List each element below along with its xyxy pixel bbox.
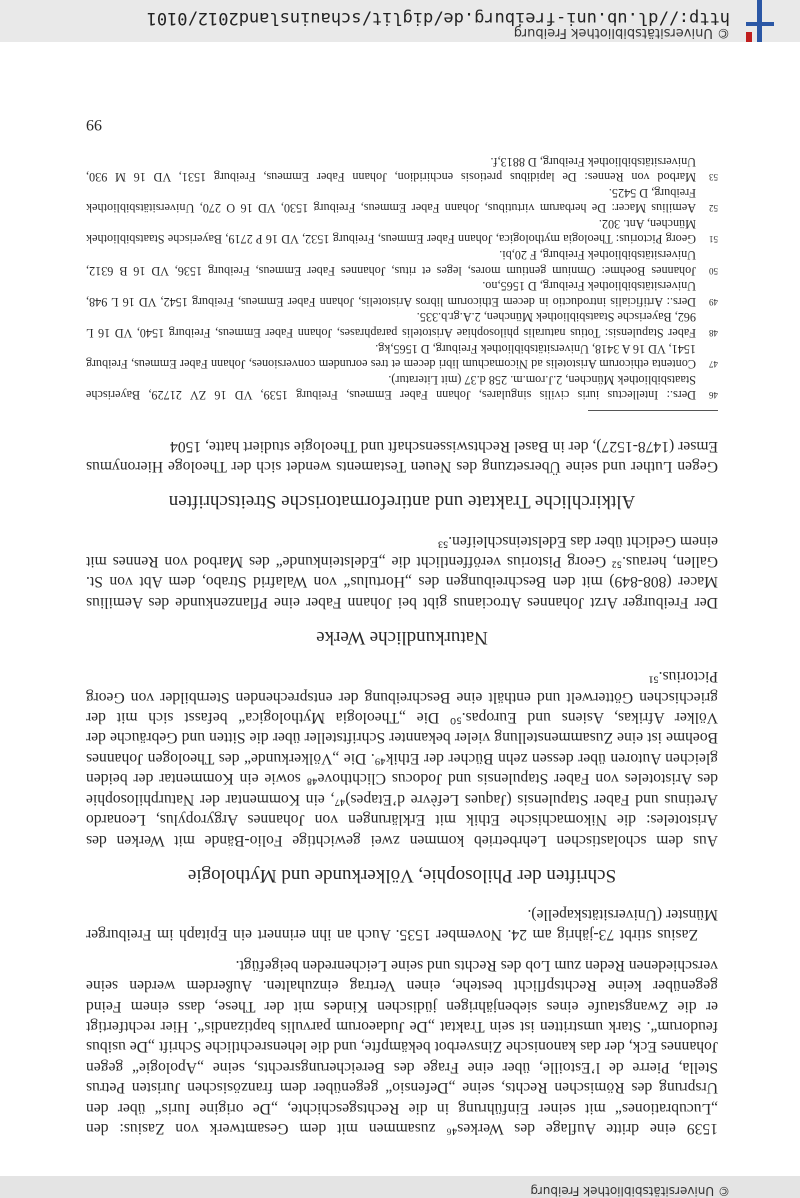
paragraph-natural-history: Der Freiburger Arzt Johannes Atrocianus gibt bei Johann Faber eine Pflanzenkunde des Aemilius Macer (808-849) mit den Beschreibungen des „Hortulus“ von Walafrid Strabo, dem Abt von St. Gallen, heraus.⁵² Georg Pistorius veröffentlicht die „Edelsteinkunde“ des Marbod von Rennes mit einem Gedicht über das Edelsteinschleifen.⁵³ xyxy=(86,532,718,611)
footnote xyxy=(86,153,718,184)
footnote-text: Faber Stapulensis: Totius naturalis philosophiae Aristotelis paraphrases, Johann Faber Emmeus, Freiburg 1540, VD 16 L 962, Bayerische Staatsbibliothek München, 2.A.gr.b.335. xyxy=(86,310,696,341)
footnote-number: 53 xyxy=(709,172,718,183)
footnote xyxy=(86,309,718,340)
page-number: 99 xyxy=(86,115,102,133)
footnote xyxy=(86,215,718,246)
footnote-number: 47 xyxy=(709,359,718,370)
footnote xyxy=(86,371,718,402)
paragraph-zasius-death: Zasius stirbt 73-jährig am 24. November 1535. Auch an ihn erinnert ein Epitaph im Freiburger Münster (Universitätskapelle). xyxy=(86,905,718,944)
header-copyright: © Universitätsbibliothek Freiburg xyxy=(513,25,730,40)
footnotes xyxy=(86,153,718,403)
footnote-text: Johannes Boehme: Omnium gentium mores, leges et ritus, Johannes Faber Emmeus, Freiburg 1536, VD 16 B 6312, Universitätsbibliothek Freiburg, F 20,bi. xyxy=(86,248,696,278)
heading-natural-history: Naturkundliche Werke xyxy=(316,626,488,648)
footnote xyxy=(86,247,718,278)
footnote-number: 51 xyxy=(709,234,718,245)
footnote-text: Ders.: Artificialis introductio in decem Ethicorum libros Aristotelis, Johann Faber Emmeus, Freiburg 1542, VD 16 L 948, Universitätsbibliothek Freiburg, D 1565,no. xyxy=(86,279,696,309)
footnote-text: Ders.: Intellectus iuris civilis singulares, Johann Faber Emmeus, Freiburg 1539, VD 16 ZV 21729, Bayerische Staatsbibliothek München, 2.J.rom.m. 258 d.37 (mit Literatur). xyxy=(86,372,696,403)
footnote xyxy=(86,184,718,215)
paragraph-philosophy: Aus dem scholastischen Lehrbetrieb kommen zwei gewichtige Folio-Bände mit Werken des Aristoteles: die Nikomachische Ethik mit Erklärungen von Johannes Argyropylus, Leonardo Aretinus und Faber Stapulensis (Jaques Lefèvre d’Etapes)⁴⁷, ein Kommentar der Naturphilosophie des Aristoteles von Faber Stapulensis und Jodocus Clichthove⁴⁸ sowie ein Kommentar der beiden gleichen Autoren über dessen zehn Bücher der Ethik⁴⁹. Die „Völkerkunde“ des Theologen Johannes Boehme ist eine Zusammenstellung vieler bekannter Schriftsteller über die Sitten und Gebräuche der Völker Afrikas, Asiens und Europas.⁵⁰ Die „Theologia Mythologica“ befasst sich mit der griechischen Götterwelt und enthält eine Beschreibung der entsprechenden Sternbilder von Georg Pictorius.⁵¹ xyxy=(86,668,718,849)
footnote-text: Georg Pictorius: Theologia mythologica, Johann Faber Emmeus, Freiburg 1532, VD 16 P 2719, Bayerische Staatsbibliothek München, Ant. 302. xyxy=(86,216,696,247)
footnote xyxy=(86,278,718,309)
paragraph-zasius-works: 1539 eine dritte Auflage des Werkes⁴⁶ zusammen mit dem Gesamtwerk von Zasius: den „Lucubrationes“ mit seiner Einführung in die Rechtsgeschichte, „De origine Iuris“ über den Ursprung des Römischen Rechts, seine „Defensio“ gegenüber dem französischen Juristen Petrus Stella, Pierre de l’Estoille, über eine Frage des Bereicherungsrechts, seine „Apologie“ gegen Johannes Eck, der das kanonische Zinsverbot bekämpfte, und die lehensrechtliche Schrift „De usibus feudorum“. Stark umstritten ist sein Traktat „De Judaeorum parvulis baptizandis“. Hier rechtfertigt er die Zwangstaufe eines siebenjährigen jüdischen Kindes mit der These, dass einem Feind gegenüber keine Rechtspflicht bestehe, einen Vertrag einzuhalten. Außerdem werden seine verschiedenen Reden zum Lob des Rechts und seine Leichenreden beigefügt. xyxy=(86,956,718,1137)
paragraph-treatises: Gegen Luther und seine Übersetzung des Neuen Testaments wendet sich der Theologe Hieronymus Emser (1478-1527), der in Basel Rechtswissenschaft und Theologie studiert hatte, 1504 xyxy=(86,437,718,476)
header-bar xyxy=(0,0,800,42)
university-logo-icon xyxy=(740,0,780,42)
header-url[interactable]: http://dl.ub.uni-freiburg.de/diglit/schauinsland2012/0101 xyxy=(146,8,730,28)
footnote-text: Contenta ethicorum Aristotelis ad Nicomachum libri decem et tres eorundem conversiones, Johann Faber Emmeus, Freiburg 1541, VD 16 A 3418, Universitätsbibliothek Freiburg, D 1565,kg. xyxy=(86,341,696,372)
footnote-text: Aemilius Macer: De herbarum virtutibus, Johann Faber Emmeus, Freiburg 1530, VD 16 O 270, Universitätsbibliothek Freiburg, D 5425. xyxy=(86,185,696,216)
footnote-number: 48 xyxy=(709,328,718,339)
page-body xyxy=(86,109,718,1138)
footnote-number: 52 xyxy=(709,203,718,214)
heading-philosophy: Schriften der Philosophie, Völkerkunde und Mythologie xyxy=(187,864,617,886)
footnote xyxy=(86,340,718,371)
heading-treatises: Altkirchliche Traktate und antireformatorische Streitschriften xyxy=(168,491,636,513)
footnote-text: Marbod von Rennes: De lapidibus pretiosis enchiridion, Johann Faber Emmeus, Freiburg 1531, VD 16 M 930, Universitätsbibliothek Freiburg, D 8813,f. xyxy=(86,154,696,185)
footnote-number: 49 xyxy=(709,296,718,307)
footnote-number: 50 xyxy=(709,265,718,276)
footer-bar xyxy=(0,1176,800,1198)
footer-copyright: © Universitätsbibliothek Freiburg xyxy=(530,1184,730,1198)
footnote-divider xyxy=(588,410,718,411)
footnote-number: 46 xyxy=(709,390,718,401)
